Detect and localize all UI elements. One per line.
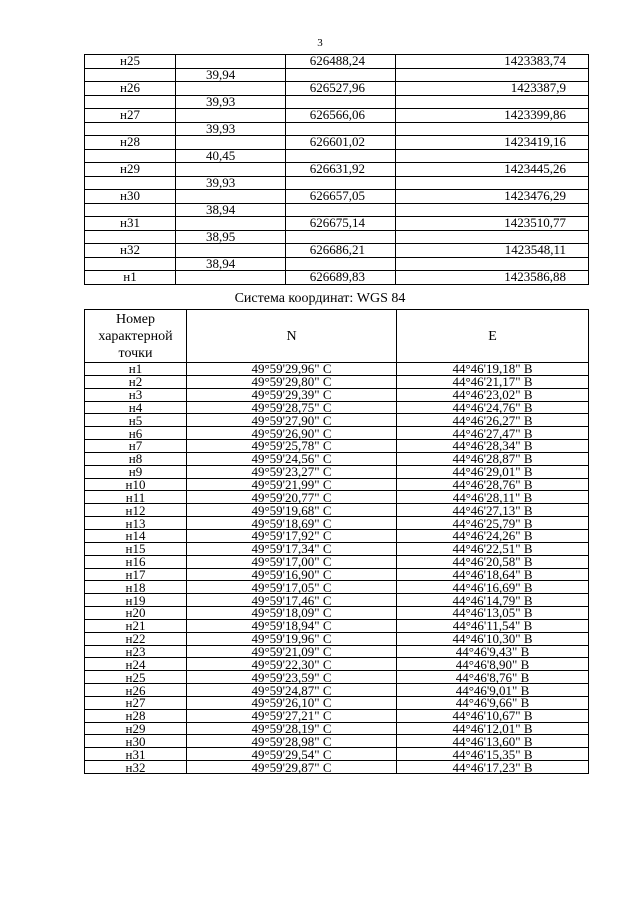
longitude-cell: 44°46'24,76" В [397,401,589,414]
point-number-cell: н25 [85,671,187,684]
point-number-cell: н32 [85,761,187,774]
x-coordinate-cell: 626601,02 [286,136,396,150]
latitude-cell: 49°59'16,90" С [187,568,397,581]
point-number-cell: н6 [85,427,187,440]
empty-cell [176,82,286,96]
longitude-cell: 44°46'19,18" В [397,363,589,376]
longitude-cell: 44°46'21,17" В [397,375,589,388]
table-row [85,581,589,594]
y-coordinate-cell: 1423419,16 [396,136,589,150]
point-number-cell: н32 [85,244,176,258]
longitude-cell: 44°46'9,01" В [397,684,589,697]
longitude-cell: 44°46'12,01" В [397,722,589,735]
point-number-cell: н23 [85,645,187,658]
latitude-cell: 49°59'17,46" С [187,594,397,607]
coordinates-table-continued [84,54,589,285]
table-row [85,82,589,96]
latitude-cell: 49°59'27,21" С [187,709,397,722]
point-number-cell: н11 [85,491,187,504]
longitude-cell: 44°46'8,76" В [397,671,589,684]
longitude-cell: 44°46'20,58" В [397,555,589,568]
table-row [85,163,589,177]
latitude-cell: 49°59'17,05" С [187,581,397,594]
latitude-cell: 49°59'26,10" С [187,696,397,709]
distance-cell: 39,94 [176,68,286,82]
point-number-cell: н17 [85,568,187,581]
point-number-cell: н27 [85,696,187,709]
longitude-cell: 44°46'9,66" В [397,696,589,709]
point-number-cell: н15 [85,542,187,555]
y-coordinate-cell: 1423510,77 [396,217,589,231]
longitude-cell: 44°46'15,35" В [397,748,589,761]
distance-cell: 39,93 [176,122,286,136]
point-number-cell: н4 [85,401,187,414]
empty-cell [176,244,286,258]
table-row [85,136,589,150]
latitude-cell: 49°59'17,34" С [187,542,397,555]
distance-cell: 38,95 [176,230,286,244]
table-row [85,109,589,123]
longitude-cell: 44°46'17,23" В [397,761,589,774]
longitude-cell: 44°46'10,67" В [397,709,589,722]
y-coordinate-cell: 1423548,11 [396,244,589,258]
x-coordinate-cell: 626675,14 [286,217,396,231]
point-number-cell: н1 [85,271,176,285]
point-number-cell: н30 [85,735,187,748]
longitude-cell: 44°46'28,87" В [397,452,589,465]
latitude-cell: 49°59'28,19" С [187,722,397,735]
longitude-cell: 44°46'28,11" В [397,491,589,504]
longitude-cell: 44°46'10,30" В [397,632,589,645]
point-number-cell: н5 [85,414,187,427]
latitude-cell: 49°59'29,87" С [187,761,397,774]
latitude-cell: 49°59'17,00" С [187,555,397,568]
latitude-cell: 49°59'24,87" С [187,684,397,697]
point-number-cell: н24 [85,658,187,671]
point-number-cell: н29 [85,722,187,735]
point-number-cell: н19 [85,594,187,607]
latitude-cell: 49°59'22,30" С [187,658,397,671]
point-number-cell: н9 [85,465,187,478]
y-coordinate-cell: 1423476,29 [396,190,589,204]
x-coordinate-cell: 626566,06 [286,109,396,123]
empty-cell [176,163,286,177]
latitude-cell: 49°59'23,27" С [187,465,397,478]
distance-cell: 39,93 [176,95,286,109]
point-number-cell: н3 [85,388,187,401]
point-number-cell: н26 [85,684,187,697]
table-row [85,190,589,204]
point-number-cell: н28 [85,709,187,722]
longitude-cell: 44°46'13,60" В [397,735,589,748]
latitude-cell: 49°59'26,90" С [187,427,397,440]
latitude-cell: 49°59'25,78" С [187,440,397,453]
longitude-cell: 44°46'11,54" В [397,619,589,632]
table-row [85,504,589,517]
latitude-cell: 49°59'20,77" С [187,491,397,504]
page-number: 3 [317,37,323,49]
point-number-cell: н12 [85,504,187,517]
table-row [85,761,589,774]
latitude-cell: 49°59'18,94" С [187,619,397,632]
table-row [85,478,589,491]
point-number-cell: н29 [85,163,176,177]
point-number-cell: н14 [85,529,187,542]
longitude-cell: 44°46'23,02" В [397,388,589,401]
point-number-cell: н30 [85,190,176,204]
point-number-cell: н28 [85,136,176,150]
longitude-cell: 44°46'28,76" В [397,478,589,491]
latitude-cell: 49°59'27,90" С [187,414,397,427]
x-coordinate-cell: 626689,83 [286,271,396,285]
wgs84-coordinates-table [84,309,589,774]
longitude-cell: 44°46'28,34" В [397,440,589,453]
table-row [85,735,589,748]
point-number-cell: н13 [85,517,187,530]
longitude-cell: 44°46'9,43" В [397,645,589,658]
y-coordinate-cell: 1423383,74 [396,55,589,69]
table-row [85,271,589,285]
latitude-cell: 49°59'29,54" С [187,748,397,761]
y-coordinate-cell: 1423586,88 [396,271,589,285]
table-row [85,55,589,69]
latitude-cell: 49°59'18,09" С [187,607,397,620]
x-coordinate-cell: 626527,96 [286,82,396,96]
table-row [85,748,589,761]
latitude-cell: 49°59'19,96" С [187,632,397,645]
point-number-cell: н2 [85,375,187,388]
y-coordinate-cell: 1423399,86 [396,109,589,123]
table-row [85,645,589,658]
point-number-cell: н8 [85,452,187,465]
point-number-cell: н1 [85,363,187,376]
point-number-cell: н16 [85,555,187,568]
latitude-cell: 49°59'28,98" С [187,735,397,748]
point-number-cell: н31 [85,217,176,231]
distance-cell: 38,94 [176,203,286,217]
longitude-cell: 44°46'13,05" В [397,607,589,620]
table-header-row [85,310,589,363]
distance-cell: 38,94 [176,257,286,271]
table-row [85,491,589,504]
longitude-cell: 44°46'8,90" В [397,658,589,671]
latitude-cell: 49°59'18,69" С [187,517,397,530]
longitude-cell: 44°46'14,79" В [397,594,589,607]
latitude-cell: 49°59'24,56" С [187,452,397,465]
empty-cell [176,217,286,231]
header-n: N [187,310,397,363]
longitude-cell: 44°46'25,79" В [397,517,589,530]
latitude-cell: 49°59'19,68" С [187,504,397,517]
x-coordinate-cell: 626631,92 [286,163,396,177]
empty-cell [176,271,286,285]
latitude-cell: 49°59'29,96" С [187,363,397,376]
latitude-cell: 49°59'21,99" С [187,478,397,491]
longitude-cell: 44°46'16,69" В [397,581,589,594]
point-number-cell: н22 [85,632,187,645]
point-number-cell: н18 [85,581,187,594]
longitude-cell: 44°46'26,27" В [397,414,589,427]
point-number-cell: н31 [85,748,187,761]
point-number-cell: н7 [85,440,187,453]
distance-cell: 40,45 [176,149,286,163]
longitude-cell: 44°46'27,47" В [397,427,589,440]
table-row [85,568,589,581]
table-row [85,217,589,231]
coordinate-system-caption: Система координат: WGS 84 [234,291,406,306]
empty-cell [176,55,286,69]
x-coordinate-cell: 626686,21 [286,244,396,258]
distance-cell: 39,93 [176,176,286,190]
longitude-cell: 44°46'24,26" В [397,529,589,542]
point-number-cell: н20 [85,607,187,620]
point-number-cell: н21 [85,619,187,632]
header-e: E [397,310,589,363]
point-number-cell: н10 [85,478,187,491]
latitude-cell: 49°59'21,09" С [187,645,397,658]
empty-cell [176,190,286,204]
latitude-cell: 49°59'29,80" С [187,375,397,388]
table-row [85,658,589,671]
latitude-cell: 49°59'29,39" С [187,388,397,401]
table-row [85,401,589,414]
longitude-cell: 44°46'29,01" В [397,465,589,478]
y-coordinate-cell: 1423387,9 [396,82,589,96]
x-coordinate-cell: 626657,05 [286,190,396,204]
point-number-cell: н26 [85,82,176,96]
longitude-cell: 44°46'18,64" В [397,568,589,581]
empty-cell [176,136,286,150]
table-row [85,414,589,427]
header-point-number: Номер характерной точки [85,310,187,363]
latitude-cell: 49°59'17,92" С [187,529,397,542]
point-number-cell: н27 [85,109,176,123]
table-row [85,671,589,684]
y-coordinate-cell: 1423445,26 [396,163,589,177]
table-row [85,244,589,258]
latitude-cell: 49°59'28,75" С [187,401,397,414]
point-number-cell: н25 [85,55,176,69]
empty-cell [176,109,286,123]
latitude-cell: 49°59'23,59" С [187,671,397,684]
longitude-cell: 44°46'22,51" В [397,542,589,555]
x-coordinate-cell: 626488,24 [286,55,396,69]
longitude-cell: 44°46'27,13" В [397,504,589,517]
